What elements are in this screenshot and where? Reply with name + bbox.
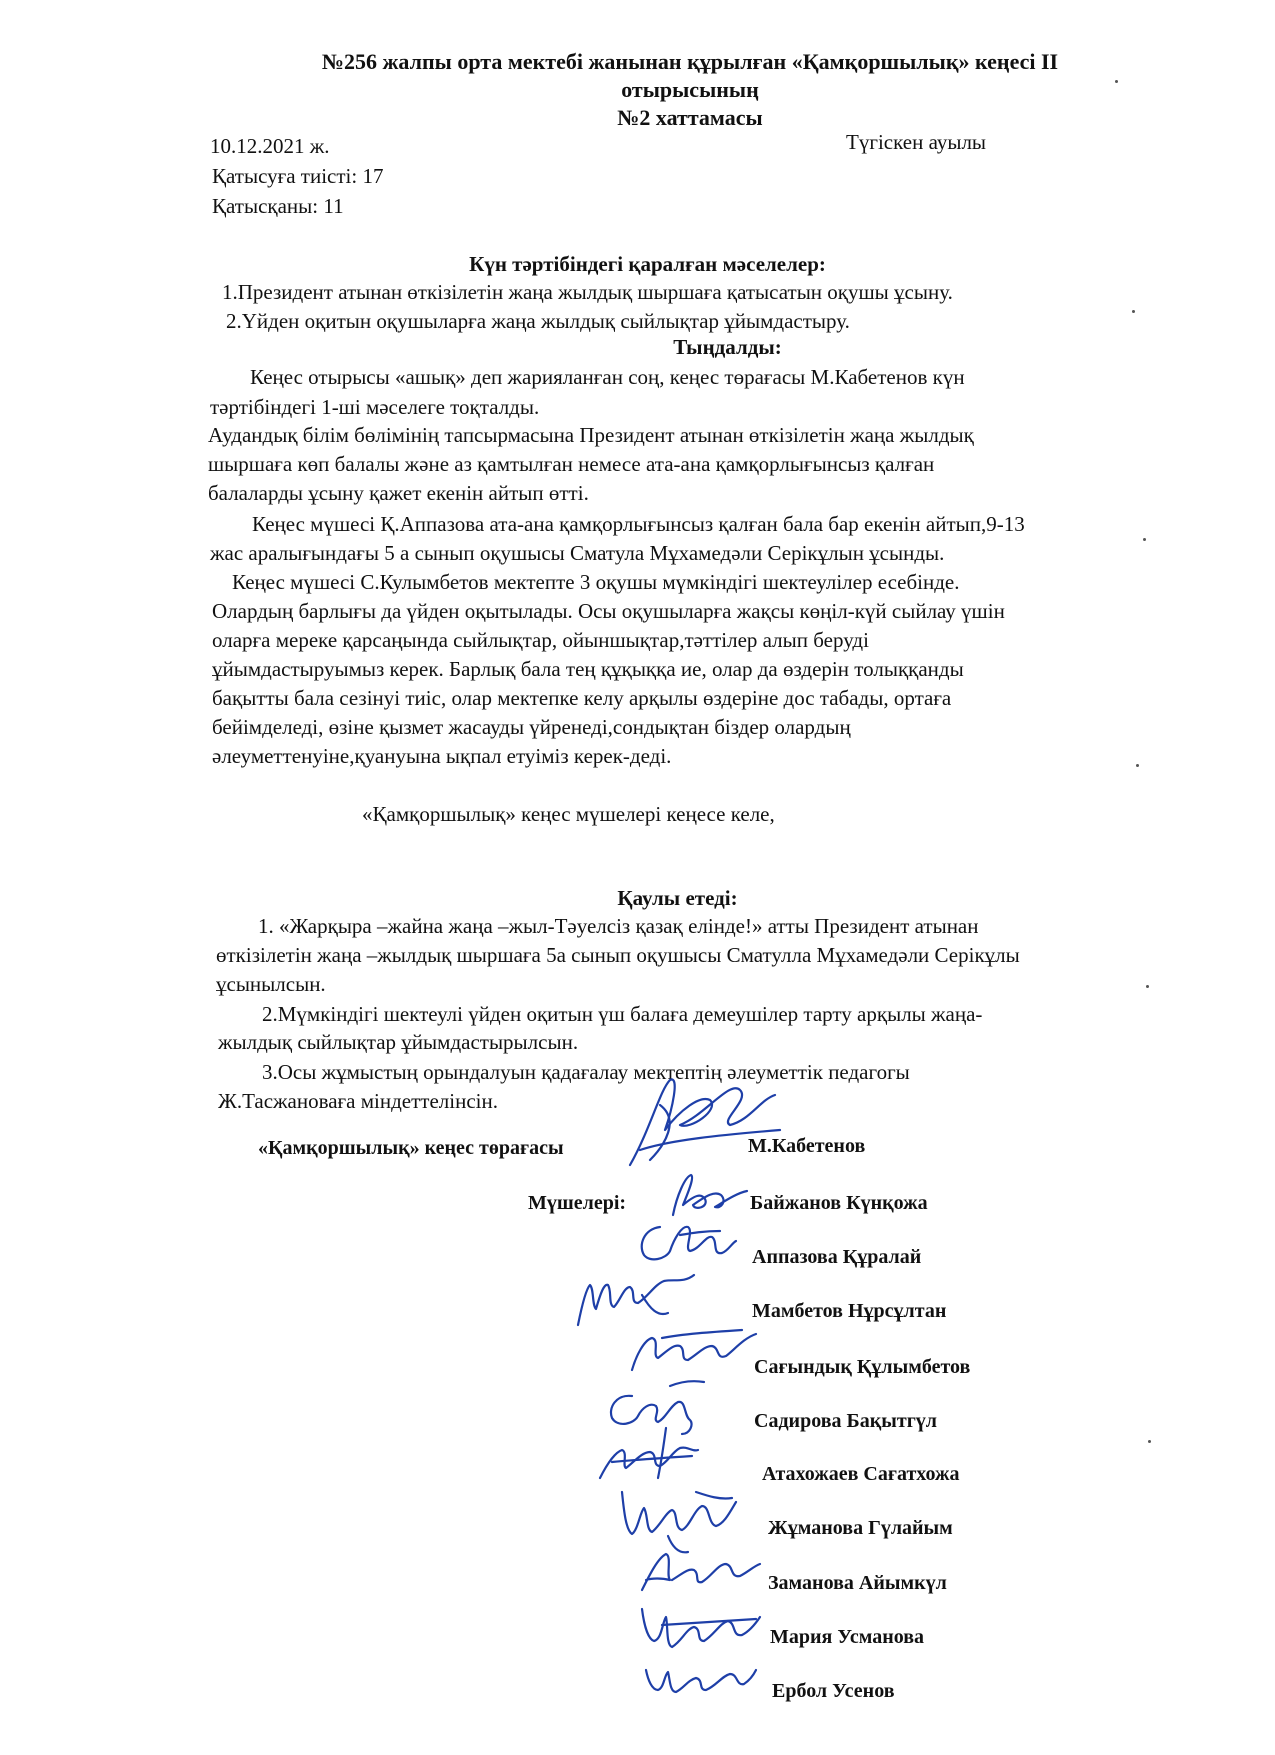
heard-line: Аудандық білім бөлімінің тапсырмасына Президент атынан өткізілетін жаңа жылдық xyxy=(208,423,974,447)
scan-speck xyxy=(1146,985,1149,988)
member-name: Атахожаев Сағатхожа xyxy=(762,1463,960,1485)
member-name: Сағындық Құлымбетов xyxy=(754,1356,971,1378)
heard-line: балаларды ұсыну қажет екенін айтып өтті. xyxy=(208,481,589,505)
scan-speck xyxy=(1143,538,1146,541)
heard-heading: Тыңдалды: xyxy=(673,335,782,359)
resolution-line: ұсынылсын. xyxy=(216,972,326,996)
council-note: «Қамқоршылық» кеңес мүшелері кеңесе келе, xyxy=(362,802,775,826)
resolution-heading: Қаулы етеді: xyxy=(617,886,738,910)
attendance-actual: Қатысқаны: 11 xyxy=(212,194,344,218)
heard-line: Кеңес мүшесі С.Кулымбетов мектепте 3 оқушы мүмкіндігі шектеулілер есебінде. xyxy=(232,570,960,594)
member-signature xyxy=(638,1650,758,1700)
meeting-date: 10.12.2021 ж. xyxy=(210,134,330,158)
title-line-2: отырысының xyxy=(621,77,759,102)
member-signature xyxy=(632,1595,762,1655)
attendance-expected: Қатысуға тиісті: 17 xyxy=(212,164,384,188)
scan-speck xyxy=(1115,80,1118,83)
resolution-line: Ж.Тасжановаға міндеттелінсін. xyxy=(218,1089,498,1113)
heard-line: ұйымдастыруымыз керек. Барлық бала тең құқыққа ие, олар да өздерін толыққанды xyxy=(212,657,964,681)
agenda-item-2: 2.Үйден оқитын оқушыларға жаңа жылдық сыйлықтар ұйымдастыру. xyxy=(226,309,850,333)
title-line-3: №2 хаттамасы xyxy=(617,105,763,130)
heard-line: бақытты бала сезінуі тиіс, олар мектепке келу арқылы өздеріне дос табады, ортаға xyxy=(212,686,952,710)
member-name: Мамбетов Нұрсұлтан xyxy=(752,1300,947,1322)
member-name: Жұманова Гүлайым xyxy=(768,1517,953,1539)
resolution-line: 1. «Жарқыра –жайна жаңа –жыл-Тәуелсіз қазақ елінде!» атты Президент атынан xyxy=(258,914,979,938)
meeting-place: Түгіскен ауылы xyxy=(846,130,987,154)
agenda-heading: Күн тәртібіндегі қаралған мәселелер: xyxy=(469,252,826,276)
chair-name: М.Кабетенов xyxy=(748,1135,866,1157)
member-name: Ербол Усенов xyxy=(772,1680,895,1702)
heard-line: бейімделеді, өзіне қызмет жасауды үйренеді,сондықтан біздер олардың xyxy=(212,715,851,739)
chair-label: «Қамқоршылық» кеңес төрағасы xyxy=(258,1137,564,1159)
title-line-1: №256 жалпы орта мектебі жанынан құрылған «Қамқоршылық» кеңесі ІІ xyxy=(321,49,1059,74)
member-signature xyxy=(632,1540,762,1600)
member-signature xyxy=(622,1320,762,1380)
heard-line: оларға мереке қарсаңында сыйлықтар, ойыншықтар,тәттілер алып беруді xyxy=(212,628,869,652)
heard-line: Кеңес мүшесі Қ.Аппазова ата-ана қамқорлығынсыз қалған бала бар екенін айтып,9-13 xyxy=(252,512,1025,536)
agenda-item-1: 1.Президент атынан өткізілетін жаңа жылдық шыршаға қатысатын оқушы ұсыну. xyxy=(222,280,953,304)
member-name: Мария Усманова xyxy=(770,1626,925,1648)
member-name: Заманова Айымкүл xyxy=(768,1572,947,1594)
member-name: Байжанов Күнқожа xyxy=(750,1192,928,1214)
heard-line: Олардың барлығы да үйден оқытылады. Осы оқушыларға жақсы көңіл-күй сыйлау үшін xyxy=(212,599,1005,623)
resolution-line: 2.Мүмкіндігі шектеулі үйден оқитын үш балаға демеушілер тарту арқылы жаңа- xyxy=(262,1002,983,1026)
scan-speck xyxy=(1132,310,1135,313)
heard-line: Кеңес отырысы «ашық» деп жарияланған соң, кеңес төрағасы М.Кабетенов күн xyxy=(250,365,965,389)
scan-speck xyxy=(1148,1440,1151,1443)
resolution-line: өткізілетін жаңа –жылдық шыршаға 5а сынып оқушысы Сматулла Мұхамедәли Серікұлы xyxy=(216,943,1020,967)
resolution-line: жылдық сыйлықтар ұйымдастырылсын. xyxy=(218,1030,579,1054)
members-label: Мүшелері: xyxy=(528,1192,627,1214)
chair-signature xyxy=(610,1070,790,1180)
scan-speck xyxy=(1136,764,1139,767)
member-name: Аппазова Құралай xyxy=(752,1246,922,1268)
heard-line: шыршаға көп балалы және аз қамтылған немесе ата-ана қамқорлығынсыз қалған xyxy=(208,452,935,476)
heard-line: әлеуметтенуіне,қуануына ықпал етуіміз керек-деді. xyxy=(212,744,672,768)
resolution-line: 3.Осы жұмыстың орындалуын қадағалау мектептің әлеуметтік педагогы xyxy=(262,1060,910,1084)
member-name: Садирова Бақытгүл xyxy=(754,1410,937,1432)
heard-line: жас аралығындағы 5 а сынып оқушысы Сматула Мұхамедәли Серікұлын ұсынды. xyxy=(210,541,945,565)
heard-line: тәртібіндегі 1-ші мәселеге тоқталды. xyxy=(210,395,540,419)
document-title xyxy=(250,48,1130,132)
